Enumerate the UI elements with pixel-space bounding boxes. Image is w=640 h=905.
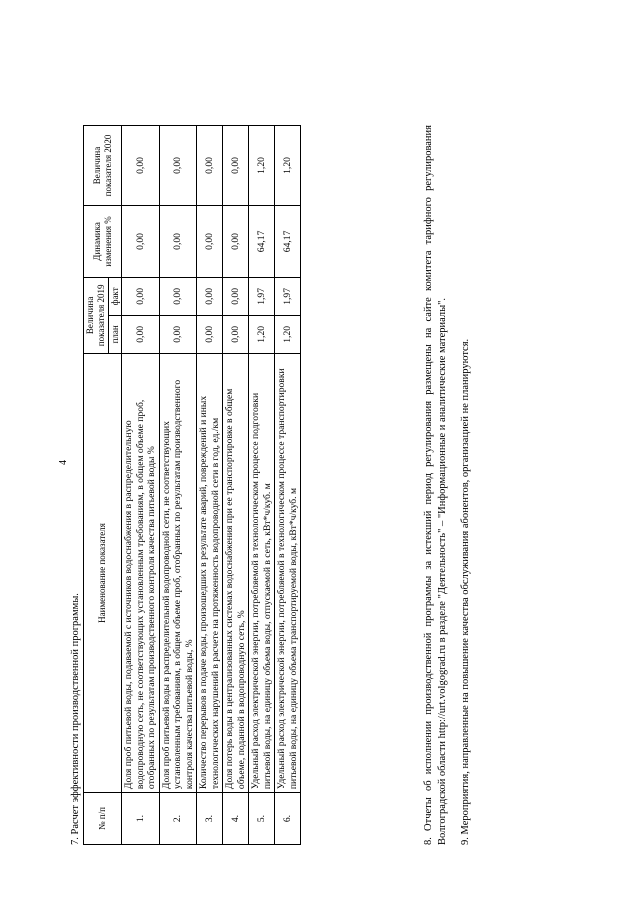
table-row xyxy=(249,126,275,845)
row-value2020: 0,00 xyxy=(223,126,249,206)
efficiency-table xyxy=(83,125,301,845)
header-value2019: Величина показателя 2019 xyxy=(84,277,109,353)
row-name: Доля проб питьевой воды в распределительной водопроводной сети, не соответствующих установленным требованиям, в общем объеме проб, отобранных по результатам производственного контроля качества питьевой воды, % xyxy=(159,353,197,792)
row-num: 6. xyxy=(275,793,301,845)
row-num: 5. xyxy=(249,793,275,845)
row-num: 4. xyxy=(223,793,249,845)
table-row xyxy=(159,126,197,845)
row-fact: 1,97 xyxy=(275,277,301,315)
note-reports: 8. Отчеты об исполнении производственной программы за истекший период регулирования размещены на сайте комитета тарифного регулирования Волгоградской области http://urt.volgograd.ru в разделе "Деятельность" – "Информационные и аналитические материалы". xyxy=(423,125,448,845)
table-row xyxy=(197,126,223,845)
row-fact: 0,00 xyxy=(122,277,160,315)
row-value2020: 1,20 xyxy=(275,126,301,206)
row-fact: 1,97 xyxy=(249,277,275,315)
row-dynamics: 0,00 xyxy=(223,205,249,277)
row-name: Удельный расход электрической энергии, потребляемой в технологическом процессе подготовки питьевой воды, на единицу объема воды, отпускаемой в сеть, кВт*ч/куб. м xyxy=(249,353,275,792)
page-number: 4 xyxy=(58,460,69,465)
table-row xyxy=(275,126,301,845)
row-dynamics: 0,00 xyxy=(159,205,197,277)
row-plan: 1,20 xyxy=(275,315,301,353)
row-value2020: 0,00 xyxy=(197,126,223,206)
row-fact: 0,00 xyxy=(197,277,223,315)
row-name: Доля потерь воды в централизованных системах водоснабжения при ее транспортировке в общем объеме, поданной в водопроводную сеть, % xyxy=(223,353,249,792)
row-plan: 0,00 xyxy=(223,315,249,353)
row-num: 2. xyxy=(159,793,197,845)
row-num: 1. xyxy=(122,793,160,845)
row-dynamics: 0,00 xyxy=(197,205,223,277)
row-plan: 0,00 xyxy=(122,315,160,353)
table-row xyxy=(122,126,160,845)
section-heading: 7. Расчет эффективности производственной программы. xyxy=(70,593,81,845)
notes xyxy=(422,125,483,845)
row-dynamics: 0,00 xyxy=(122,205,160,277)
header-value2020: Величина показателя 2020 xyxy=(84,126,122,206)
row-plan: 1,20 xyxy=(249,315,275,353)
row-name: Количество перерывов в подаче воды, произошедших в результате аварий, повреждений и иных технологических нарушений в расчете на протяженность водопроводной сети в год, ед./км xyxy=(197,353,223,792)
row-plan: 0,00 xyxy=(197,315,223,353)
row-value2020: 1,20 xyxy=(249,126,275,206)
row-name: Удельный расход электрической энергии, потребляемой в технологическом процессе транспортировки питьевой воды, на единицу объема транспортируемой воды, кВт*ч/куб. м xyxy=(275,353,301,792)
header-num: № п/п xyxy=(84,793,122,845)
row-dynamics: 64,17 xyxy=(249,205,275,277)
row-fact: 0,00 xyxy=(159,277,197,315)
header-fact: факт xyxy=(108,277,122,315)
table-header-row xyxy=(84,126,109,845)
row-plan: 0,00 xyxy=(159,315,197,353)
row-num: 3. xyxy=(197,793,223,845)
row-value2020: 0,00 xyxy=(159,126,197,206)
note-measures: 9. Мероприятия, направленные на повышение качества обслуживания абонентов, организацией не планируются. xyxy=(460,338,472,845)
row-dynamics: 64,17 xyxy=(275,205,301,277)
header-dynamics: Динамика изменения % xyxy=(84,205,122,277)
row-value2020: 0,00 xyxy=(122,126,160,206)
header-name: Наименование показателя xyxy=(84,353,122,792)
row-fact: 0,00 xyxy=(223,277,249,315)
row-name: Доля проб питьевой воды, подаваемой с источников водоснабжения в распределительную водопроводную сеть, не соответствующих установленным требованиям, в общем объеме проб, отобранных по результатам производственного контроля качества питьевой воды % xyxy=(122,353,160,792)
table-row xyxy=(223,126,249,845)
header-plan: план xyxy=(108,315,122,353)
